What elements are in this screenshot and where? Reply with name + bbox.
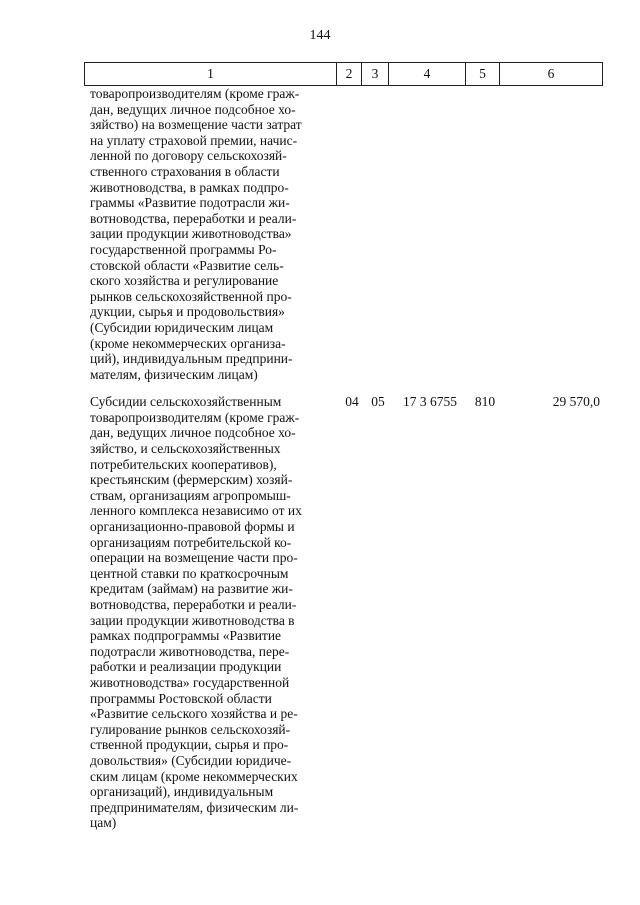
- column-header-table: [84, 62, 603, 86]
- column-header-6: 6: [500, 63, 603, 86]
- row-amount: 29 570,0: [552, 394, 600, 410]
- table-row: [84, 86, 604, 382]
- column-header-row: [85, 63, 603, 86]
- table-row: [84, 394, 604, 831]
- column-header-2: 2: [337, 63, 362, 86]
- budget-table-body: [84, 86, 604, 831]
- row-section-code: 04: [345, 394, 359, 410]
- row-description: Субсидии сельскохозяйственным товаропроизводителям (кроме граж- дан, ведущих личное подсобное хо- зяйство, и сельскохозяйственных потребительских кооперативов), крестьянским (фермерским) хозяй- ствам, организациям агропромыш- ленного комплекса независимо от их организационно-правовой формы и организациям потребительской ко- операции на возмещение части про- центной ставки по краткосрочным кредитам (займам) на развитие жи- вотноводства, переработки и реали- зации продукции животноводства в рамках подпрограммы «Развитие подотрасли животноводства, пере- работки и реализации продукции животноводства» государственной программы Ростовской области «Развитие сельского хозяйства и ре- гулирование рынков сельскохозяй- ственной продукции, сырья и про- довольствия» (Субсидии юридиче- ским лицам (кроме некоммерческих организаций), индивидуальным предпринимателям, физическим ли- цам): [90, 394, 302, 831]
- column-header-1: 1: [85, 63, 337, 86]
- column-header-4: 4: [389, 63, 466, 86]
- column-header-3: 3: [362, 63, 389, 86]
- page-number: 144: [309, 28, 331, 43]
- row-description: товаропроизводителям (кроме граж- дан, ведущих личное подсобное хо- зяйство) на возмещение части затрат на уплату страховой премии, начис- ленной по договору сельскохозяй- ственного страхования в области животноводства, в рамках подпро- граммы «Развитие подотрасли жи- вотноводства, переработки и реали- зации продукции животноводства» государственной программы Ро- стовской области «Развитие сель- ского хозяйства и регулирование рынков сельскохозяйственной про- дукции, сырья и продовольствия» (Субсидии юридическим лицам (кроме некоммерческих организа- ций), индивидуальным предприни- мателям, физическим лицам): [90, 86, 302, 382]
- row-subsection-code: 05: [371, 394, 385, 410]
- row-target-article: 17 3 6755: [403, 394, 457, 410]
- column-header-5: 5: [466, 63, 500, 86]
- row-expense-type: 810: [474, 394, 496, 410]
